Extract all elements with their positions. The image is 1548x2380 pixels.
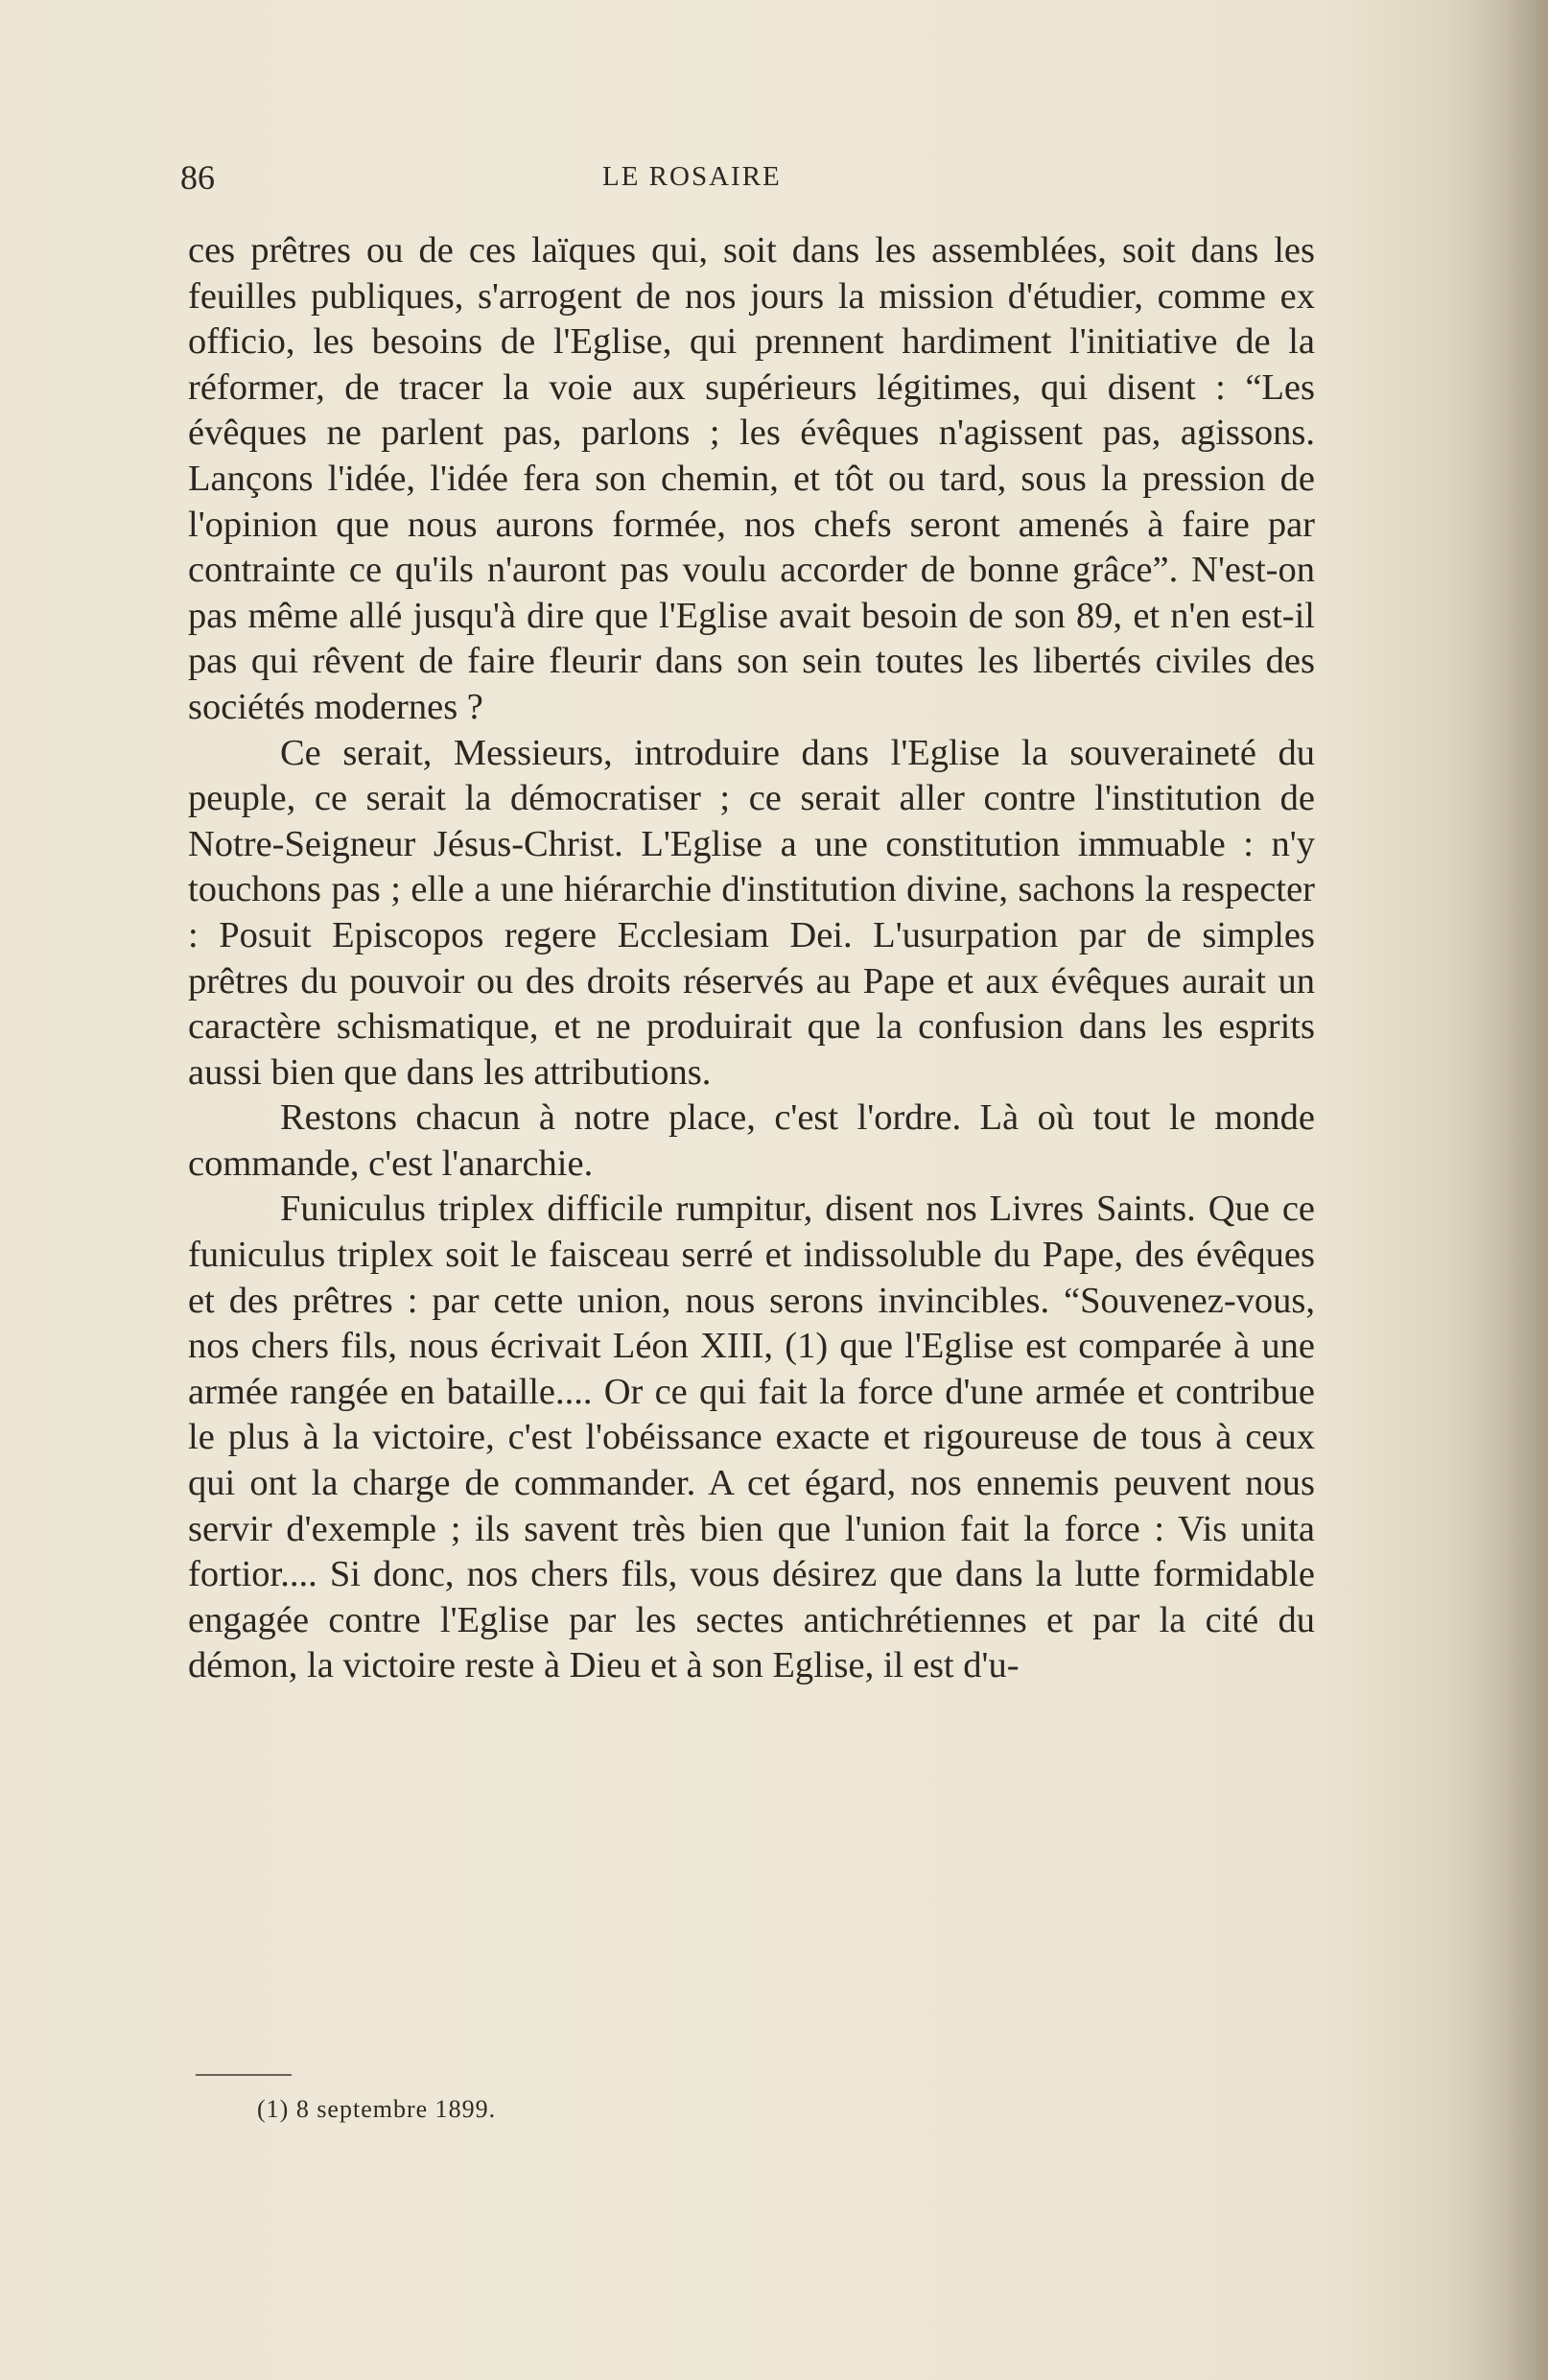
paragraph: Funiculus triplex difficile rumpitur, disent nos Livres Saints. Que ce funiculus triplex soit le faisceau serré et indissoluble du Pape, des évêques et des prêtres : par cette union, nous serons invincibles. “Souvenez-vous, nos chers fils, nous écrivait Léon XIII, (1) que l'Eglise est comparée à une armée rangée en bataille.... Or ce qui fait la force d'une armée et contribue le plus à la victoire, c'est l'obéissance exacte et rigoureuse de tous à ceux qui ont la charge de commander. A cet égard, nos ennemis peuvent nous servir d'exemple ; ils savent très bien que l'union fait la force : Vis unita fortior.... Si donc, nos chers fils, vous désirez que dans la lutte formidable engagée contre l'Eglise par les sectes antichrétiennes et par la cité du démon, la victoire reste à Dieu et à son Eglise, il est d'u- [188, 1189, 1315, 1686]
footnote: (1) 8 septembre 1899. [257, 2095, 497, 2123]
paragraph: Restons chacun à notre place, c'est l'ordre. Là où tout le monde commande, c'est l'anarchie. [188, 1097, 1315, 1184]
running-title: LE ROSAIRE [602, 161, 782, 192]
body-text [188, 228, 1315, 1689]
page-number: 86 [180, 158, 215, 197]
page-header [180, 157, 1322, 205]
paragraph: Ce serait, Messieurs, introduire dans l'Eglise la souveraineté du peuple, ce serait la démocratiser ; ce serait aller contre l'institution de Notre-Seigneur Jésus-Christ. L'Eglise a une constitution immuable : n'y touchons pas ; elle a une hiérarchie d'institution divine, sachons la respecter : Posuit Episcopos regere Ecclesiam Dei. L'usurpation par de simples prêtres du pouvoir ou des droits réservés au Pape et aux évêques aurait un caractère schismatique, et ne produirait que la confusion dans les esprits aussi bien que dans les attributions. [188, 732, 1315, 1093]
page-gutter-shadow [1442, 0, 1548, 2380]
footnote-divider [196, 2074, 292, 2076]
paragraph-continued: ces prêtres ou de ces laïques qui, soit dans les assemblées, soit dans les feuilles publiques, s'arrogent de nos jours la mission d'étudier, comme ex officio, les besoins de l'Eglise, qui prennent hardiment l'initiative de la réformer, de tracer la voie aux supérieurs légitimes, qui disent : “Les évêques ne parlent pas, parlons ; les évêques n'agissent pas, agissons. Lançons l'idée, l'idée fera son chemin, et tôt ou tard, sous la pression de l'opinion que nous aurons formée, nos chefs seront amenés à faire par contrainte ce qu'ils n'auront pas voulu accorder de bonne grâce”. N'est-on pas même allé jusqu'à dire que l'Eglise avait besoin de son 89, et n'en est-il pas qui rêvent de faire fleurir dans son sein toutes les libertés civiles des sociétés modernes ? [188, 230, 1315, 727]
